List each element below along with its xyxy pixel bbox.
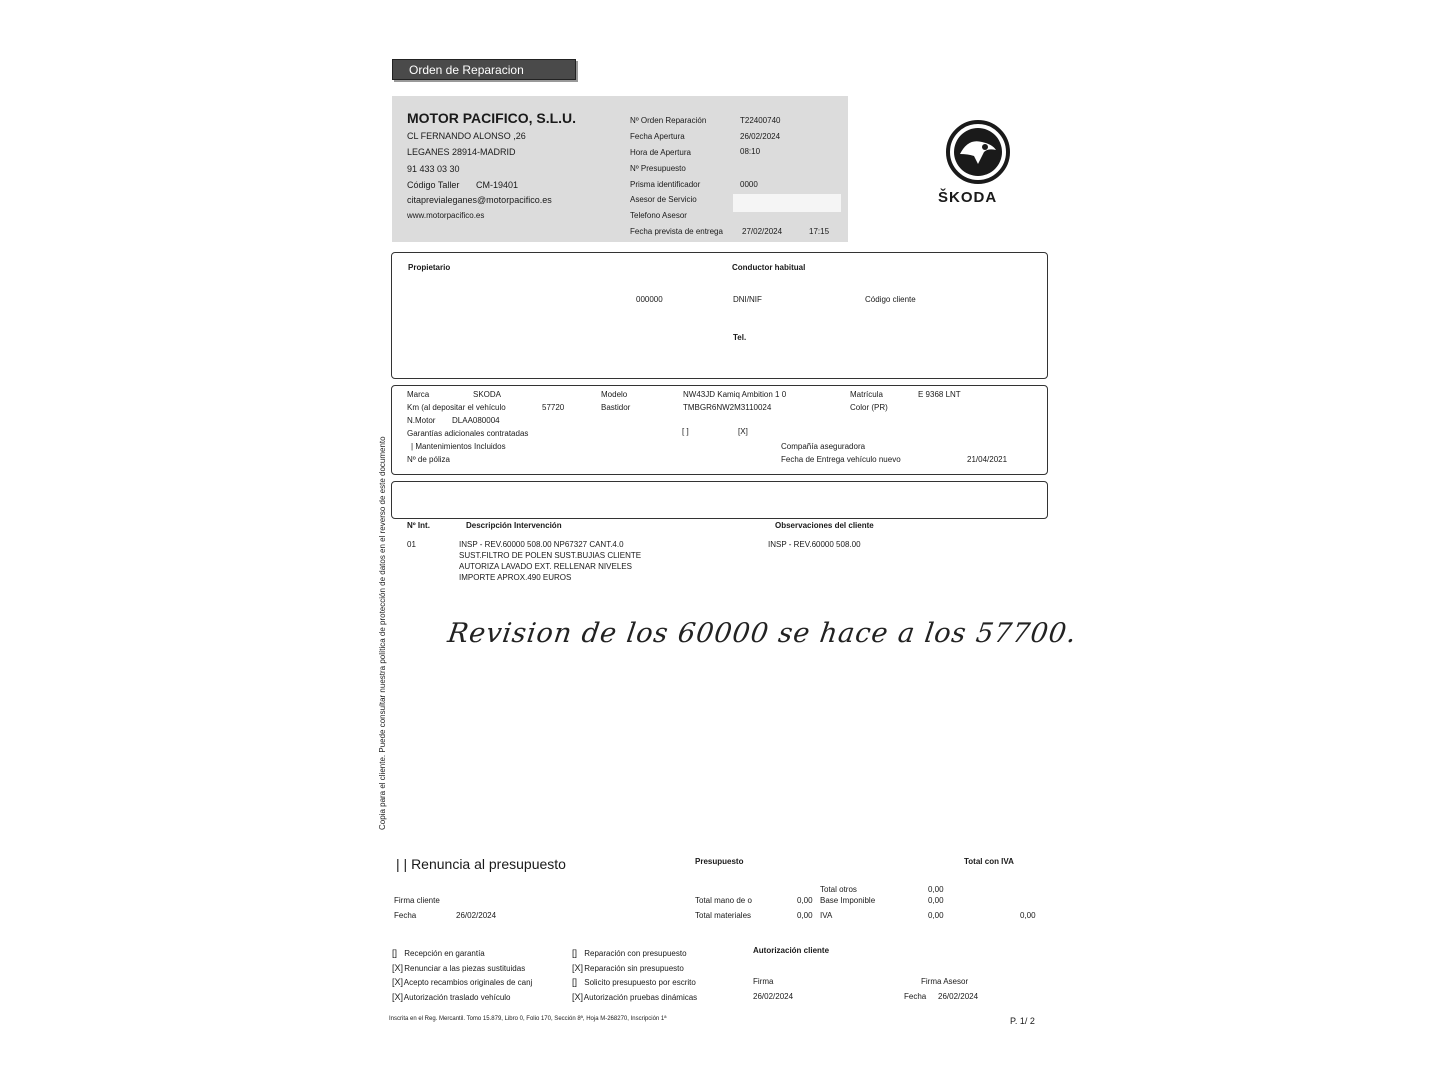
company-city: LEGANES 28914-MADRID	[407, 147, 516, 157]
new-delivery-label: Fecha de Entrega vehículo nuevo	[781, 455, 901, 464]
order-no-label: Nº Orden Reparación	[630, 116, 707, 125]
skoda-badge-icon	[942, 120, 1014, 184]
delivery-date: 27/02/2024	[742, 227, 783, 236]
base-value: 0,00	[928, 896, 944, 905]
total-value: 0,00	[1020, 911, 1036, 920]
auth-item: [] Recepción en garantía	[392, 948, 485, 958]
budget-waiver: | | Renuncia al presupuesto	[396, 856, 566, 872]
advisor-sign-label: Firma Asesor	[921, 977, 969, 986]
skoda-logo	[942, 120, 1014, 189]
sign-label: Firma	[753, 977, 774, 986]
vat-value: 0,00	[928, 911, 944, 920]
opening-date-label: Fecha Apertura	[630, 132, 685, 141]
insurer-label: Compañía aseguradora	[781, 442, 866, 451]
intervention-line: AUTORIZA LAVADO EXT. RELLENAR NIVELES	[459, 562, 632, 571]
privacy-side-note: Copia para el cliente. Puede consultar nuestra política de protección de datos en el reverso de este documento	[378, 436, 387, 830]
owner-code: 000000	[636, 295, 663, 304]
opening-date: 26/02/2024	[740, 132, 781, 141]
client-auth-label: Autorización cliente	[753, 946, 830, 955]
handwritten-note: Revision de los 60000 se hace a los 57700.	[445, 618, 1079, 649]
dni-label: DNI/NIF	[733, 295, 762, 304]
company-address: CL FERNANDO ALONSO ,26	[407, 131, 526, 141]
auth-item: [X] Renunciar a las piezas sustituidas	[392, 963, 526, 973]
km-label: Km (al depositar el vehículo	[407, 403, 506, 412]
intervention-no: 01	[407, 540, 416, 549]
prism-value: 0000	[740, 180, 758, 189]
col-observations: Observaciones del cliente	[775, 521, 874, 530]
workshop-code: CM-19401	[476, 180, 519, 190]
plate-value: E 9368 LNT	[918, 390, 961, 399]
col-description: Descripción Intervención	[466, 521, 562, 530]
base-label: Base Imponible	[820, 896, 876, 905]
document-title: Orden de Reparacion	[392, 59, 576, 80]
redacted-field	[733, 194, 841, 212]
client-observation: INSP - REV.60000 508.00	[768, 540, 861, 549]
vat-label: IVA	[820, 911, 833, 920]
opening-time-label: Hora de Apertura	[630, 148, 691, 157]
auth-item: [] Solicito presupuesto por escrito	[572, 977, 696, 987]
engine-label: N.Motor	[407, 416, 436, 425]
warranty-label: Garantías adicionales contratadas	[407, 429, 529, 438]
km-value: 57720	[542, 403, 565, 412]
advisor-date-label: Fecha	[904, 992, 927, 1001]
advisor-date: 26/02/2024	[938, 992, 979, 1001]
registry-footer: Inscrita en el Reg. Mercantil. Tomo 15.879, Libro 0, Folio 170, Sección 8ª, Hoja M-268270, Inscripción 1ª	[389, 1016, 667, 1022]
company-name: MOTOR PACIFICO, S.L.U.	[407, 110, 577, 126]
model-value: NW43JD Kamiq Ambition 1 0	[683, 390, 787, 399]
intervention-line: INSP - REV.60000 508.00 NP67327 CANT.4.0	[459, 540, 624, 549]
color-label: Color (PR)	[850, 403, 888, 412]
owner-box	[391, 252, 1048, 379]
tel-label: Tel.	[733, 333, 747, 342]
intervention-line: IMPORTE APROX.490 EUROS	[459, 573, 572, 582]
budget-label: Presupuesto	[695, 857, 744, 866]
materials-value: 0,00	[797, 911, 813, 920]
workshop-label: Código Taller	[407, 180, 460, 190]
owner-label: Propietario	[408, 263, 451, 272]
brand-label: Marca	[407, 390, 430, 399]
auth-item: [X] Autorización traslado vehículo	[392, 992, 511, 1002]
others-value: 0,00	[928, 885, 944, 894]
auth-item: [] Reparación con presupuesto	[572, 948, 687, 958]
prism-label: Prisma identificador	[630, 180, 701, 189]
page-number: P. 1/ 2	[1010, 1016, 1035, 1026]
advisor-label: Asesor de Servicio	[630, 195, 697, 204]
client-code-label: Código cliente	[865, 295, 916, 304]
delivery-time: 17:15	[809, 227, 830, 236]
others-label: Total otros	[820, 885, 857, 894]
quote-no-label: Nº Presupuesto	[630, 164, 686, 173]
opening-time: 08:10	[740, 147, 761, 156]
budget-date: 26/02/2024	[456, 911, 497, 920]
auth-item: [X] Reparación sin presupuesto	[572, 963, 684, 973]
company-phone: 91 433 03 30	[407, 164, 460, 174]
labor-label: Total mano de o	[695, 896, 752, 905]
policy-label: Nº de póliza	[407, 455, 450, 464]
labor-value: 0,00	[797, 896, 813, 905]
company-web: www.motorpacifico.es	[407, 211, 485, 220]
brand-value: SKODA	[473, 390, 502, 399]
materials-label: Total materiales	[695, 911, 752, 920]
brand-wordmark: ŠKODA	[938, 189, 998, 206]
order-no: T22400740	[740, 116, 781, 125]
driver-label: Conductor habitual	[732, 263, 806, 272]
model-label: Modelo	[601, 390, 628, 399]
company-email: citaprevialeganes@motorpacifico.es	[407, 195, 552, 205]
col-intervention-no: Nº Int.	[407, 521, 430, 530]
auth-item: [X] Acepto recambios originales de canj	[392, 977, 533, 987]
engine-value: DLAA080004	[452, 416, 500, 425]
maintenance-label: | Mantenimientos Incluidos	[411, 442, 506, 451]
chassis-value: TMBGR6NW2M3110024	[683, 403, 772, 412]
delivery-label: Fecha prevista de entrega	[630, 227, 723, 236]
budget-date-label: Fecha	[394, 911, 417, 920]
advisor-phone-label: Telefono Asesor	[630, 211, 687, 220]
warranty-x-checkbox: [X]	[738, 427, 748, 436]
chassis-label: Bastidor	[601, 403, 631, 412]
intervention-line: SUST.FILTRO DE POLEN SUST.BUJIAS CLIENTE	[459, 551, 642, 560]
warranty-checkbox: [ ]	[682, 427, 689, 436]
new-delivery-value: 21/04/2021	[967, 455, 1008, 464]
total-vat-label: Total con IVA	[964, 857, 1014, 866]
client-signature-label: Firma cliente	[394, 896, 440, 905]
plate-label: Matrícula	[850, 390, 883, 399]
notes-box	[391, 481, 1048, 519]
sign-date: 26/02/2024	[753, 992, 794, 1001]
auth-item: [X] Autorización pruebas dinámicas	[572, 992, 698, 1002]
